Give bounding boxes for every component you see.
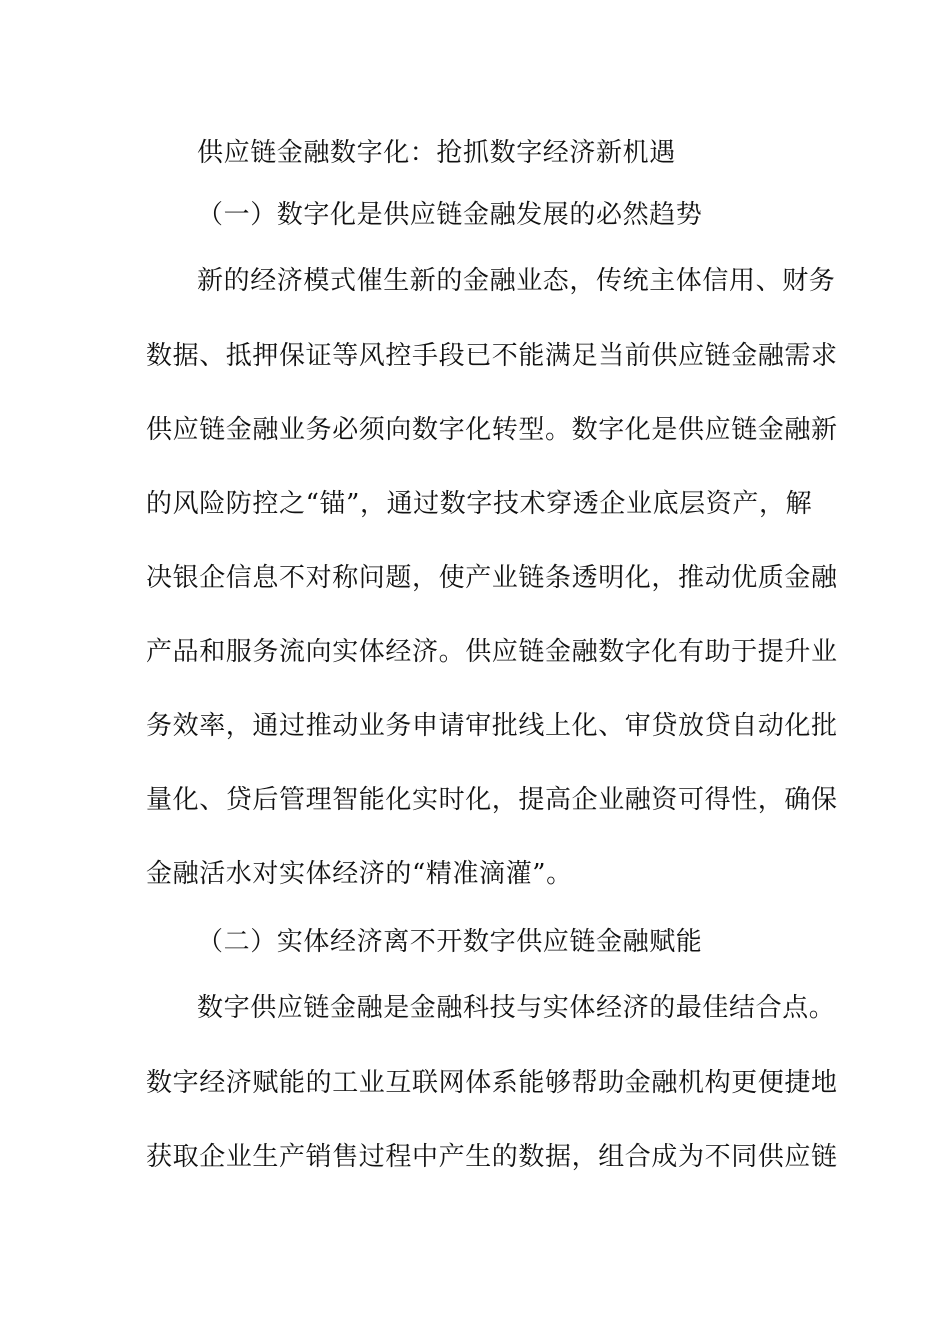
section-1-heading: （一）数字化是供应链金融发展的必然趋势 [197, 200, 703, 230]
section-2-heading: （二）实体经济离不开数字供应链金融赋能 [197, 927, 703, 957]
document-title: 供应链金融数字化：抢抓数字经济新机遇 [197, 138, 676, 168]
paragraph-line: 金融活水对实体经济的“精准滴灌”。 [146, 859, 573, 889]
paragraph-line: 务效率，通过推动业务申请审批线上化、审贷放贷自动化批 [146, 711, 838, 741]
paragraph-line: 的风险防控之“锚”，通过数字技术穿透企业底层资产，解 [146, 489, 813, 519]
paragraph-line: 产品和服务流向实体经济。供应链金融数字化有助于提升业 [146, 637, 838, 667]
paragraph-line: 供应链金融业务必须向数字化转型。数字化是供应链金融新 [146, 415, 838, 445]
paragraph-line: 数据、抵押保证等风控手段已不能满足当前供应链金融需求 [146, 341, 838, 371]
paragraph-line: 新的经济模式催生新的金融业态，传统主体信用、财务 [197, 266, 836, 296]
paragraph-line: 数字供应链金融是金融科技与实体经济的最佳结合点。 [197, 993, 836, 1023]
paragraph-line: 决银企信息不对称问题，使产业链条透明化，推动优质金融 [146, 563, 838, 593]
paragraph-line: 数字经济赋能的工业互联网体系能够帮助金融机构更便捷地 [146, 1068, 838, 1098]
paragraph-line: 获取企业生产销售过程中产生的数据，组合成为不同供应链 [146, 1142, 838, 1172]
paragraph-line: 量化、贷后管理智能化实时化，提高企业融资可得性，确保 [146, 785, 838, 815]
